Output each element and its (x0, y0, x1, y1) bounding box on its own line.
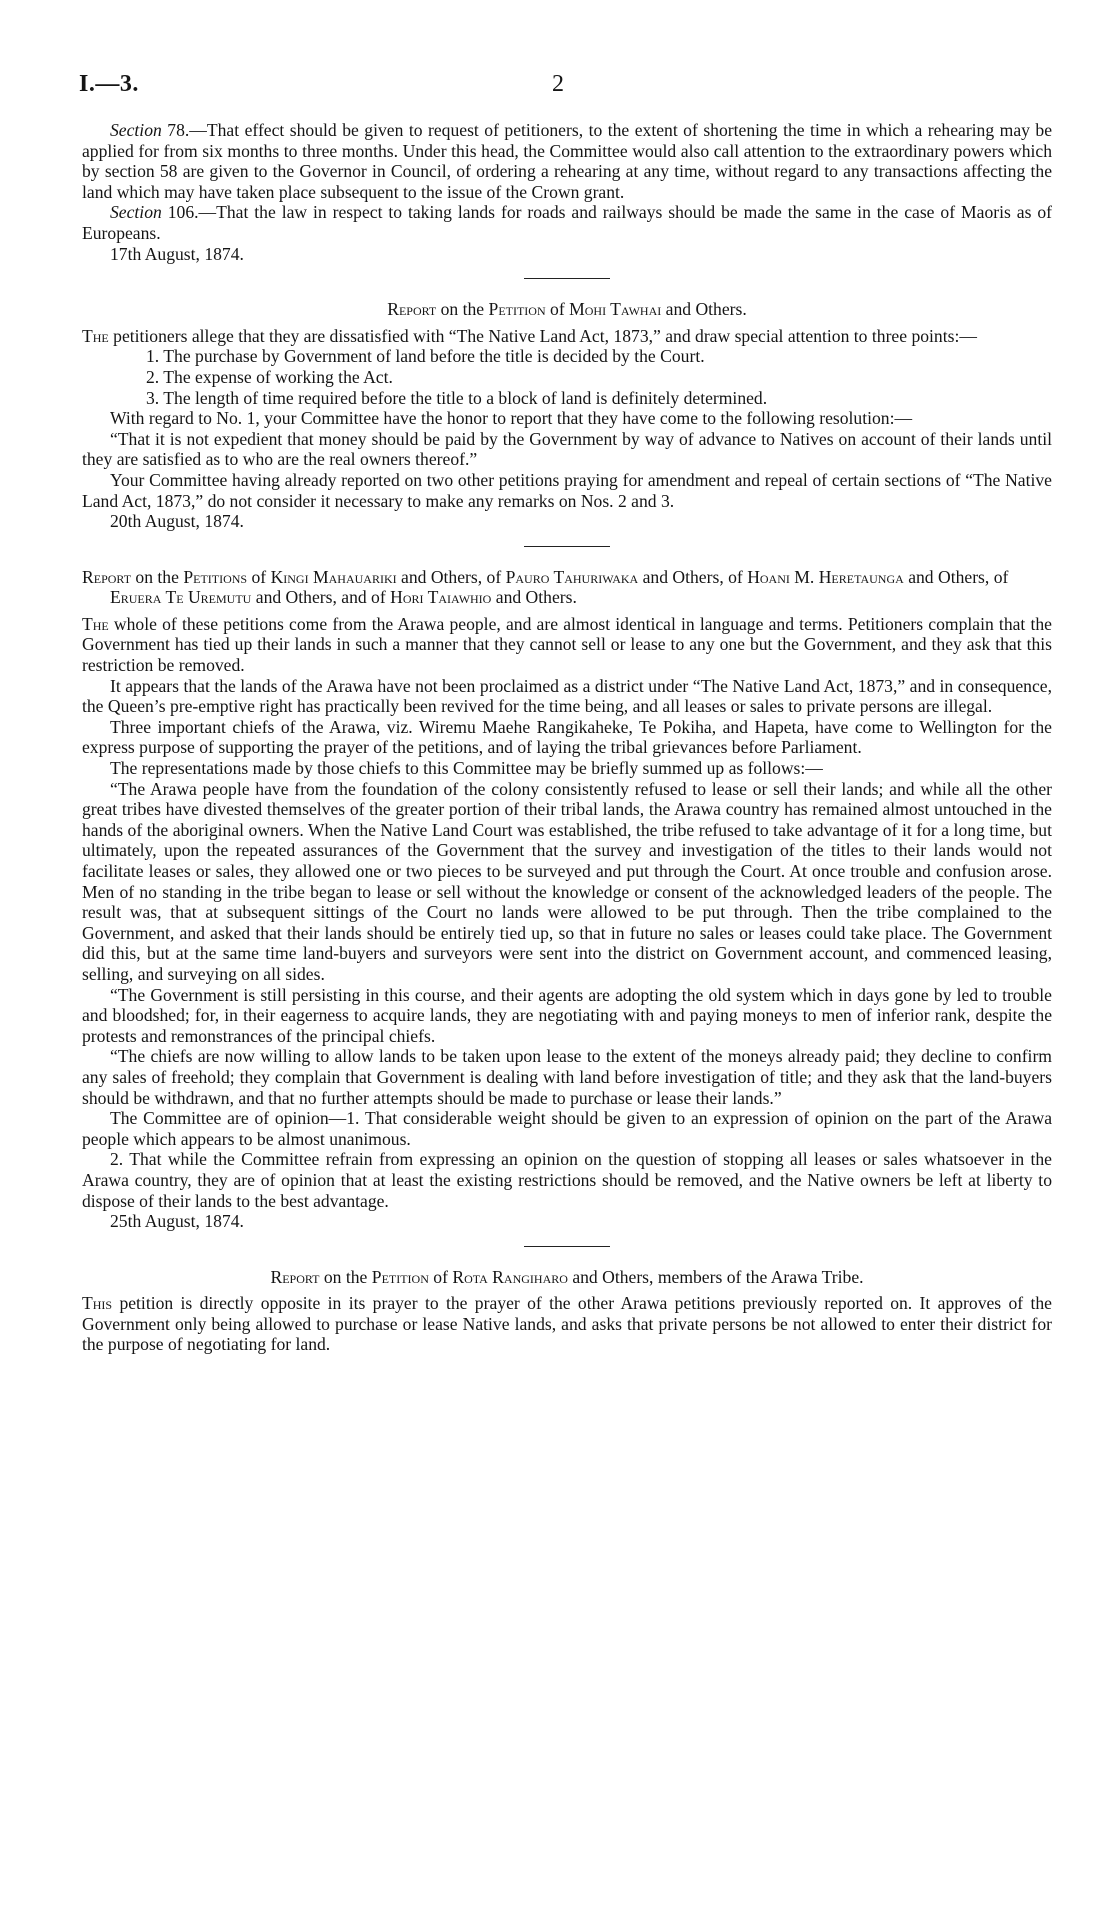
report-paragraph: 2. That while the Committee refrain from expressing an opinion on the question of stopping all leases or sales whatsoever in the Arawa country, they are of opinion that at least the existing restrictions should be removed, and the Native owners be left at liberty to dispose of their lands to the best advantage. (82, 1149, 1052, 1211)
report-title: Report on the Petitions of Kingi Mahauariki and Others, of Pauro Tahuriwaka and Others, of Hoani M. Heretaunga and Others, of Eruera Te Uremutu and Others, and of Hori Taiawhio and Others. (82, 566, 1009, 608)
quoted-paragraph: “The Government is still persisting in this course, and their agents are adopting the old system which in days gone by led to trouble and bloodshed; for, in their eagerness to acquire lands, they are negotiating with and paying moneys to men of inferior rank, despite the protests and remonstrances of the principal chiefs. (82, 984, 1052, 1046)
resolution-quote: “That it is not expedient that money should be paid by the Government by way of advance to Natives on account of their lands until they are satisfied as to who are the real owners thereof.” (82, 428, 1052, 470)
report-paragraph: The representations made by those chiefs to this Committee may be briefly summed up as follows:— (110, 758, 823, 779)
date-line: 20th August, 1874. (110, 511, 244, 532)
quoted-paragraph: “The Arawa people have from the foundation of the colony consistently refused to lease or sell their lands; and while all the other great tribes have divested themselves of the greater portion of their tribal lands, the Arawa country has remained almost untouched in the hands of the aboriginal owners. When the Native Land Court was established, the tribe refused to take advantage of it for a long time, but ultimately, upon the repeated assurances of the Government that the survey and investigation of the titles to their lands would not facilitate leases or sales, they allowed one or two pieces to be surveyed and put through the Court. At once trouble and confusion arose. Men of no standing in the tribe began to lease or sell without the knowledge or consent of the acknowledged leaders of the people. The result was, that at subsequent sittings of the Court no lands were allowed to be put through. Then the tribe complained to the Government, and asked that their lands should be entirely tied up, so that in future no sales or leases could take place. The Government did this, but at the same time land-buyers and surveyors were sent into the district on Government account, and commenced leasing, selling, and surveying on all sides. (82, 778, 1052, 984)
list-item: 1. The purchase by Government of land before the title is decided by the Court. (146, 346, 705, 367)
section-divider (524, 278, 610, 279)
section-78-paragraph (82, 120, 1052, 202)
section-78-label: Section (110, 120, 162, 140)
section-78-text: —That effect should be given to request of petitioners, to the extent of shortening the time in which a rehearing may be applied for from six months to three months. Under this head, the Committee would also call attention to the extraordinary powers which by section 58 are given to the Governor in Council, of ordering a rehearing at any time, without regard to any transactions affecting the land which may have taken place subsequent to the issue of the Crown grant. (82, 120, 1053, 202)
report-paragraph: With regard to No. 1, your Committee have the honor to report that they have come to the following resolution:— (110, 408, 913, 429)
running-header (79, 71, 1052, 102)
report-paragraph: It appears that the lands of the Arawa have not been proclaimed as a district under “The Native Land Act, 1873,” and in consequence, the Queen’s pre-emptive right has practically been revived for the time being, and all leases or sales to private persons are illegal. (82, 675, 1052, 717)
date-line: 17th August, 1874. (110, 243, 244, 264)
section-divider (524, 546, 610, 547)
section-106-number: 106. (161, 202, 199, 223)
document-reference: I.—3. (79, 71, 139, 97)
report-paragraph: The Committee are of opinion—1. That considerable weight should be given to an expression of opinion on the part of the Arawa people which appears to be almost unanimous. (82, 1108, 1052, 1149)
list-item: 3. The length of time required before the title to a block of land is definitely determined. (146, 387, 768, 408)
report-title: Report on the Petition of Mohi Tawhai and Others. (387, 299, 747, 320)
section-divider (524, 1246, 610, 1247)
date-line: 25th August, 1874. (110, 1211, 244, 1232)
report-paragraph: This petition is directly opposite in its prayer to the prayer of the other Arawa petitions previously reported on. It approves of the Government only being allowed to purchase or lease Native lands, and asks that private persons be not allowed to enter their district for the purpose of negotiating for land. (82, 1293, 1052, 1355)
list-item: 2. The expense of working the Act. (146, 366, 393, 387)
report-paragraph: The petitioners allege that they are dissatisfied with “The Native Land Act, 1873,” and draw special attention to three points:— (82, 325, 977, 346)
section-106-text: —That the law in respect to taking lands for roads and railways should be made the same in the case of Maoris as of Europeans. (82, 202, 1053, 243)
report-paragraph: Your Committee having already reported on two other petitions praying for amendment and repeal of certain sections of “The Native Land Act, 1873,” do not consider it necessary to make any remarks on Nos. 2 and 3. (82, 469, 1052, 511)
report-title: Report on the Petition of Rota Rangiharo and Others, members of the Arawa Tribe. (270, 1266, 864, 1287)
quoted-paragraph: “The chiefs are now willing to allow lands to be taken upon lease to the extent of the moneys already paid; they decline to confirm any sales of freehold; they complain that Government is dealing with land before investigation of title; and they ask that the land-buyers should be withdrawn, and that no further attempts should be made to purchase or lease their lands.” (82, 1046, 1052, 1108)
section-106-label: Section (110, 202, 162, 223)
section-78-number: 78. (161, 120, 190, 140)
page-number: 2 (552, 71, 564, 97)
section-106-paragraph (82, 202, 1052, 243)
report-paragraph: Three important chiefs of the Arawa, viz. Wiremu Maehe Rangikaheke, Te Pokiha, and Hapeta, have come to Wellington for the express purpose of supporting the prayer of the petitions, and of laying the tribal grievances before Parliament. (82, 716, 1052, 758)
report-paragraph: The whole of these petitions come from the Arawa people, and are almost identical in language and terms. Petitioners complain that the Government has tied up their lands in such a manner that they cannot sell or lease to any one but the Government, and they ask that this restriction be removed. (82, 613, 1052, 676)
